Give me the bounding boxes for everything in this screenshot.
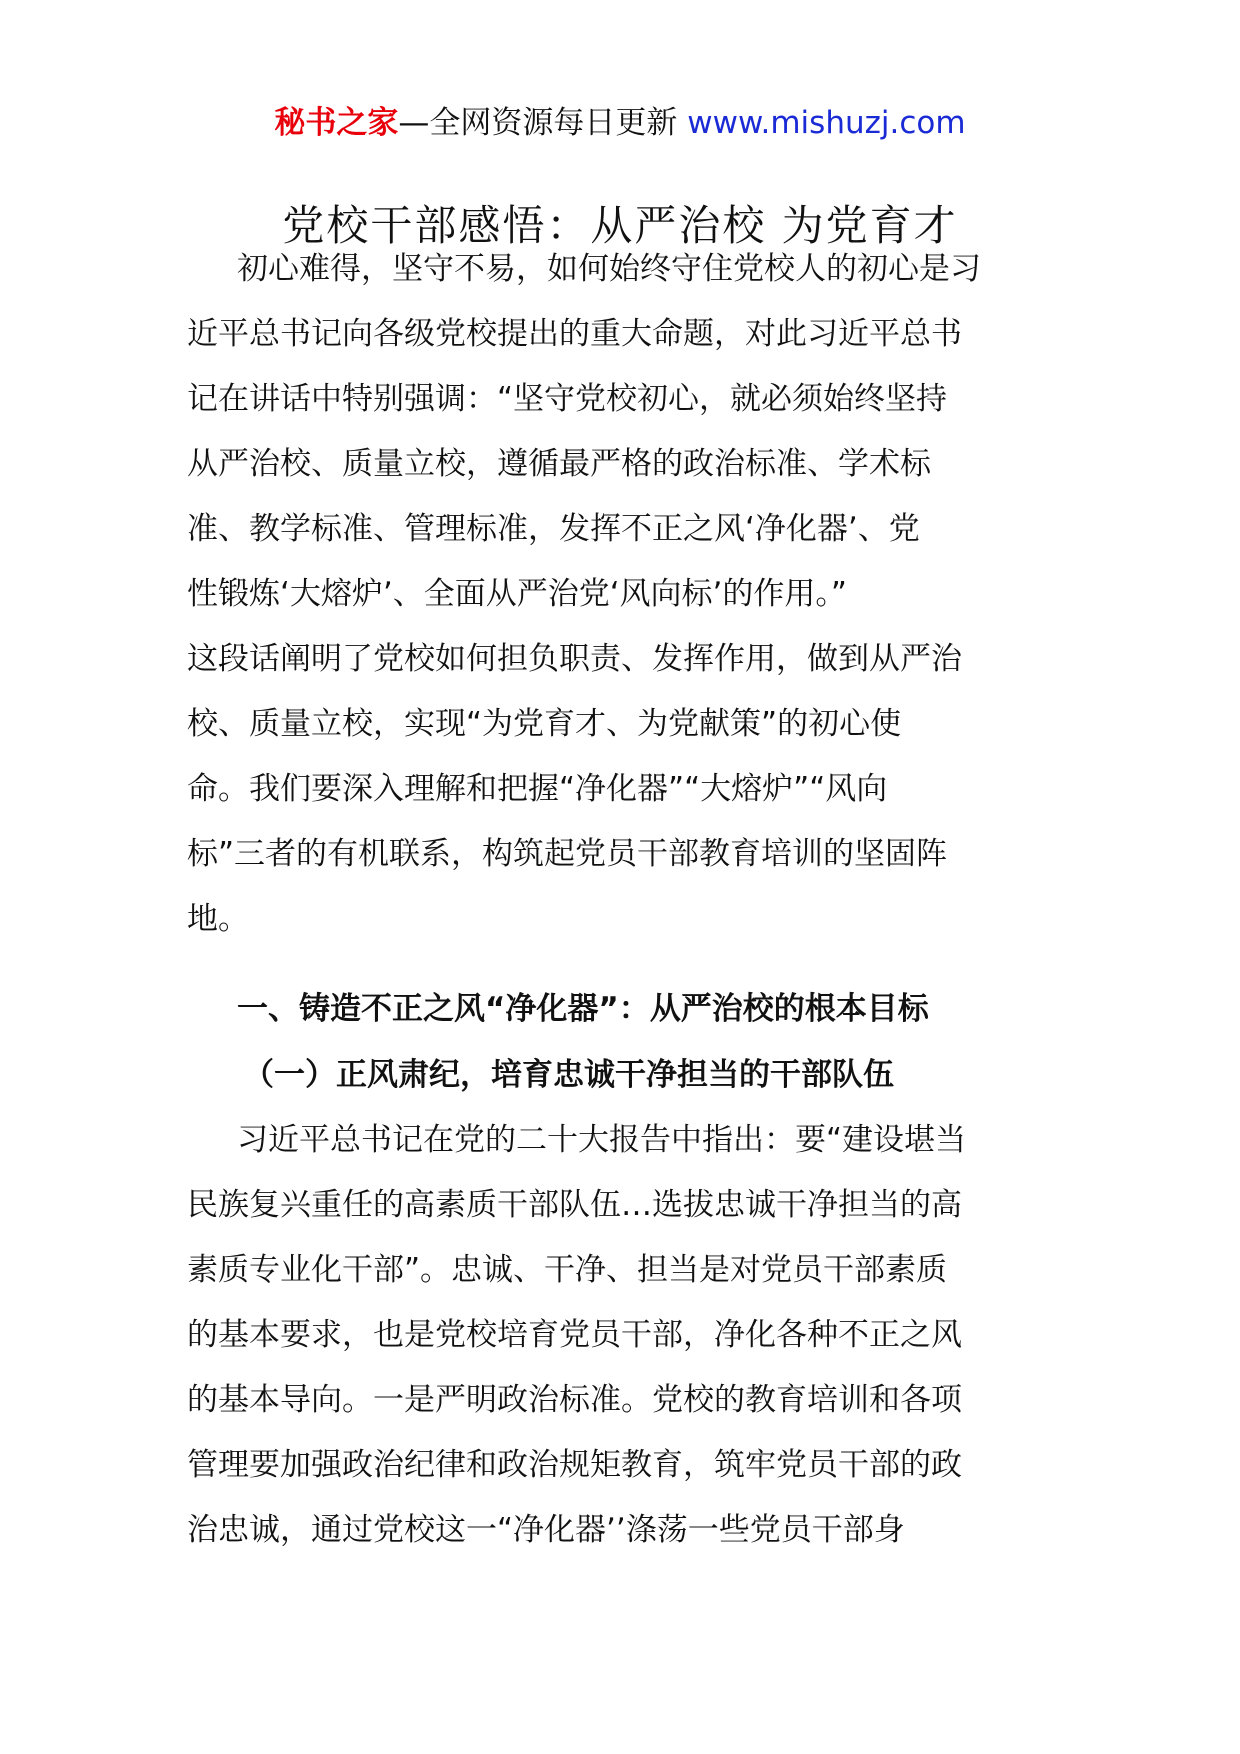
- paragraph-line: 地。: [187, 901, 249, 937]
- paragraph-line: 初心难得，坚守不易，如何始终守住党校人的初心是习: [237, 251, 981, 287]
- intro-paragraph: [187, 237, 1041, 952]
- paragraph-line: 民族复兴重任的高素质干部队伍…选拔忠诚干净担当的高: [187, 1187, 962, 1223]
- paragraph-line: 从严治校、质量立校，遵循最严格的政治标准、学术标: [187, 446, 931, 482]
- paragraph-line: 治忠诚，通过党校这一“净化器’’涤荡一些党员干部身: [187, 1512, 905, 1548]
- body-paragraph: [187, 1108, 1041, 1563]
- paragraph-line: 近平总书记向各级党校提出的重大命题，对此习近平总书: [187, 316, 962, 352]
- banner-url-link[interactable]: www.mishuzj.com: [687, 105, 966, 141]
- paragraph-line: 管理要加强政治纪律和政治规矩教育，筑牢党员干部的政: [187, 1447, 962, 1483]
- paragraph-line: 的基本要求，也是党校培育党员干部，净化各种不正之风: [187, 1317, 962, 1353]
- document-title: 党校干部感悟：从严治校 为党育才: [282, 201, 958, 250]
- paragraph-line: 这段话阐明了党校如何担负职责、发挥作用，做到从严治: [187, 641, 962, 677]
- site-banner: [0, 100, 1240, 146]
- paragraph-line: 记在讲话中特别强调：“坚守党校初心，就必须始终坚持: [187, 381, 948, 417]
- paragraph-line: 命。我们要深入理解和把握“净化器”“大熔炉”“风向: [187, 771, 888, 807]
- banner-tagline: —全网资源每日更新: [398, 105, 678, 141]
- banner-brand: 秘书之家: [274, 105, 399, 141]
- paragraph-line: 的基本导向。一是严明政治标准。党校的教育培训和各项: [187, 1382, 962, 1418]
- paragraph-line: 校、质量立校，实现“为党育才、为党献策”的初心使: [187, 706, 902, 742]
- paragraph-line: 标”三者的有机联系，构筑起党员干部教育培训的坚固阵: [187, 836, 948, 872]
- paragraph-line: 习近平总书记在党的二十大报告中指出：要“建设堪当: [237, 1122, 967, 1158]
- paragraph-line: 准、教学标准、管理标准，发挥不正之风‘净化器’、党: [187, 511, 920, 547]
- paragraph-line: 素质专业化干部”。忠诚、干净、担当是对党员干部素质: [187, 1252, 948, 1288]
- section-heading: 一、铸造不正之风“净化器”：从严治校的根本目标: [237, 991, 929, 1027]
- subsection-heading: （一）正风肃纪，培育忠诚干净担当的干部队伍: [243, 1057, 894, 1093]
- paragraph-line: 性锻炼‘大熔炉’、全面从严治党‘风向标’的作用。”: [187, 576, 847, 612]
